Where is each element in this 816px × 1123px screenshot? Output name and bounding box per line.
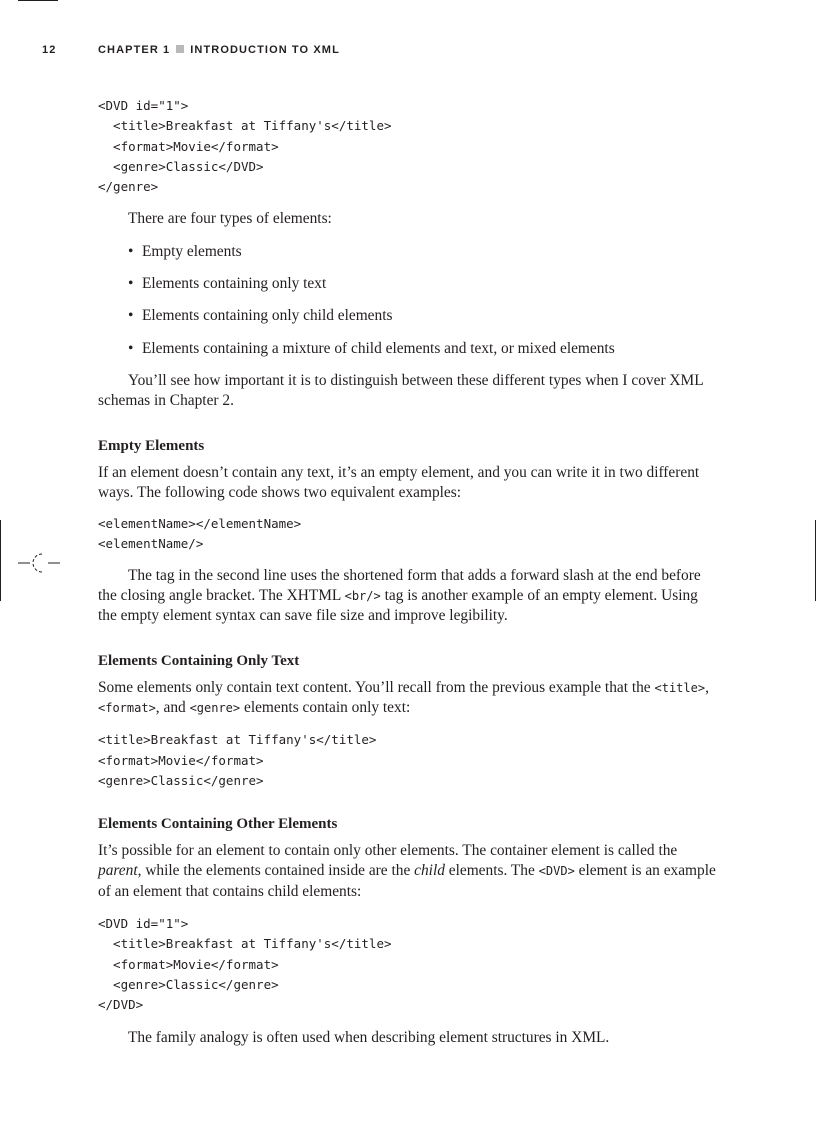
bullet-icon: • <box>128 307 134 325</box>
list-item: • Elements containing a mixture of child elements and text, or mixed elements <box>98 339 718 359</box>
inline-code: <genre> <box>189 700 241 715</box>
page-number: 12 <box>42 44 57 56</box>
code-block-dvd-mismatched: <DVD id="1"> <title>Breakfast at Tiffany's</title> <format>Movie</format> <genre>Classic</DVD> </genre> <box>98 98 392 195</box>
chapter-title: INTRODUCTION TO XML <box>190 44 340 56</box>
list-item: • Elements containing only text <box>98 274 718 294</box>
inline-code: <format> <box>98 700 156 715</box>
chapter-number: CHAPTER 1 <box>98 44 171 56</box>
chapter-label <box>98 44 340 56</box>
page-body <box>98 96 718 1048</box>
code-block-empty-elements: <elementName></elementName> <elementName/> <box>98 516 302 552</box>
heading-empty-elements: Empty Elements <box>98 437 205 454</box>
emphasis-child: child <box>414 862 445 880</box>
list-item: • Elements containing only child elements <box>98 306 718 326</box>
bullet-icon: • <box>128 339 134 357</box>
running-header <box>0 42 816 60</box>
empty-elements-paragraph: If an element doesn’t contain any text, it’s an empty element, and you can write it in two different ways. The following code shows two equivalent examples: <box>98 463 700 501</box>
bullet-icon: • <box>128 275 134 293</box>
crop-mark-top <box>18 0 58 1</box>
heading-text-only: Elements Containing Only Text <box>98 652 300 669</box>
code-block-dvd: <DVD id="1"> <title>Breakfast at Tiffany's</title> <format>Movie</format> <genre>Classic</genre> </DVD> <box>98 916 392 1013</box>
code-block-text-only: <title>Breakfast at Tiffany's</title> <format>Movie</format> <genre>Classic</genre> <box>98 732 377 788</box>
closing-paragraph: The family analogy is often used when describing element structures in XML. <box>128 1028 610 1046</box>
inline-code: <DVD> <box>538 864 575 879</box>
crop-mark-left <box>0 520 1 601</box>
text-only-paragraph: Some elements only contain text content. You’ll recall from the previous example that the <title>, <format>, and <genre> elements contain only text: <box>98 678 709 716</box>
element-types-list <box>98 242 718 359</box>
shortened-form-paragraph: The tag in the second line uses the shortened form that adds a forward slash at the end before the closing angle bracket. The XHTML <br/> tag is another example of an empty element. Using the empty element syntax can save file size and improve legibility. <box>98 566 701 625</box>
other-elements-paragraph: It’s possible for an element to contain only other elements. The container element is called the parent, while the elements contained inside are the child elements. The <DVD> element is an example of an element that contains child elements: <box>98 842 716 900</box>
square-separator-icon <box>176 45 184 53</box>
schemas-paragraph: You’ll see how important it is to distinguish between these different types when I cover XML schemas in Chapter 2. <box>98 371 704 410</box>
registration-mark-icon <box>18 550 60 576</box>
heading-other-elements: Elements Containing Other Elements <box>98 816 338 833</box>
emphasis-parent: parent <box>98 862 138 880</box>
element-types-intro: There are four types of elements: <box>128 210 332 228</box>
inline-code: <title> <box>654 680 706 695</box>
bullet-icon: • <box>128 242 134 260</box>
list-item: • Empty elements <box>98 242 718 262</box>
inline-code: <br/> <box>344 589 381 604</box>
